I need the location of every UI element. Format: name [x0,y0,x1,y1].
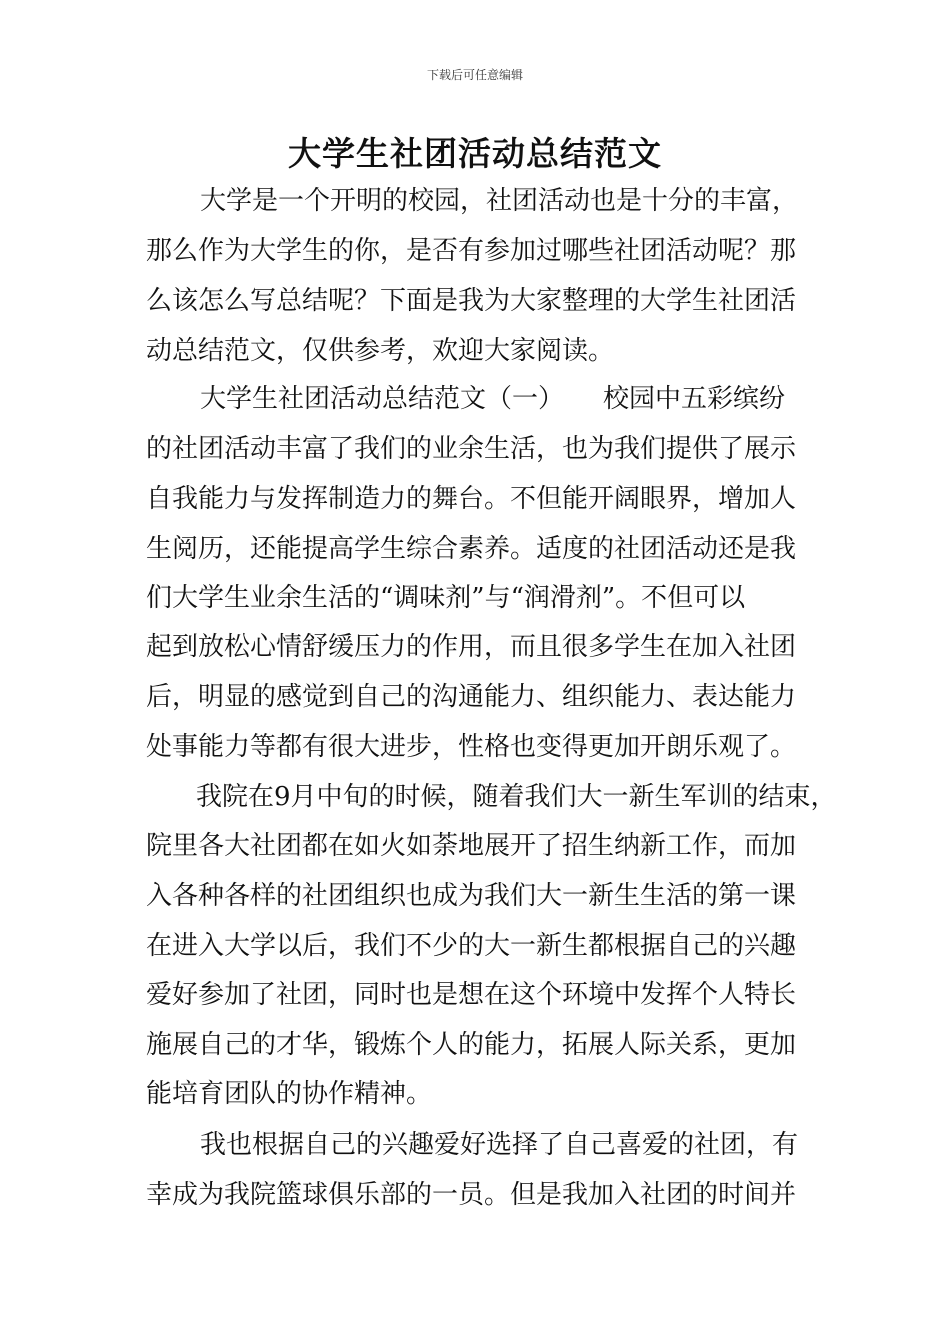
paragraph-line: 动总结范文，仅供参考，欢迎大家阅读。 [146,336,615,366]
header-note: 下载后可任意编辑 [426,68,523,82]
paragraph-line: 起到放松心情舒缓压力的作用，而且很多学生在加入社团 [146,632,797,662]
paragraph-line: 施展自己的才华，锻炼个人的能力，拓展人际关系，更加 [146,1030,797,1060]
paragraph-line: 我也根据自己的兴趣爱好选择了自己喜爱的社团，有 [200,1130,799,1160]
paragraph-line: 入各种各样的社团组织也成为我们大一新生生活的第一课 [146,881,797,911]
paragraph-line: 在进入大学以后，我们不少的大一新生都根据自己的兴趣 [146,931,797,961]
paragraph-line: 们大学生业余生活的“调味剂”与“润滑剂”。不但可以 [146,583,746,613]
paragraph-line: 大学生社团活动总结范文（一） 校园中五彩缤纷 [200,384,786,414]
paragraph-line: 我院在9月中旬的时候，随着我们大一新生军训的结束， [196,782,837,812]
paragraph-line: 大学是一个开明的校园，社团活动也是十分的丰富， [200,186,799,216]
paragraph-line: 后，明显的感觉到自己的沟通能力、组织能力、表达能力 [146,682,797,712]
paragraph-line: 生阅历，还能提高学生综合素养。适度的社团活动还是我 [146,534,797,564]
paragraph-line: 自我能力与发挥制造力的舞台。不但能开阔眼界，增加人 [146,484,797,514]
document-title: 大学生社团活动总结范文 [288,134,662,173]
paragraph-line: 爱好参加了社团，同时也是想在这个环境中发挥个人特长 [146,980,797,1010]
paragraph-line: 幸成为我院篮球俱乐部的一员。但是我加入社团的时间并 [146,1180,797,1210]
paragraph-line: 院里各大社团都在如火如荼地展开了招生纳新工作，而加 [146,831,797,861]
paragraph-line: 那么作为大学生的你，是否有参加过哪些社团活动呢？那 [146,236,797,266]
paragraph-line: 能培育团队的协作精神。 [146,1079,433,1109]
paragraph-line: 处事能力等都有很大进步，性格也变得更加开朗乐观了。 [146,732,797,762]
paragraph-line: 么该怎么写总结呢？下面是我为大家整理的大学生社团活 [146,286,797,316]
paragraph-line: 的社团活动丰富了我们的业余生活，也为我们提供了展示 [146,434,797,464]
